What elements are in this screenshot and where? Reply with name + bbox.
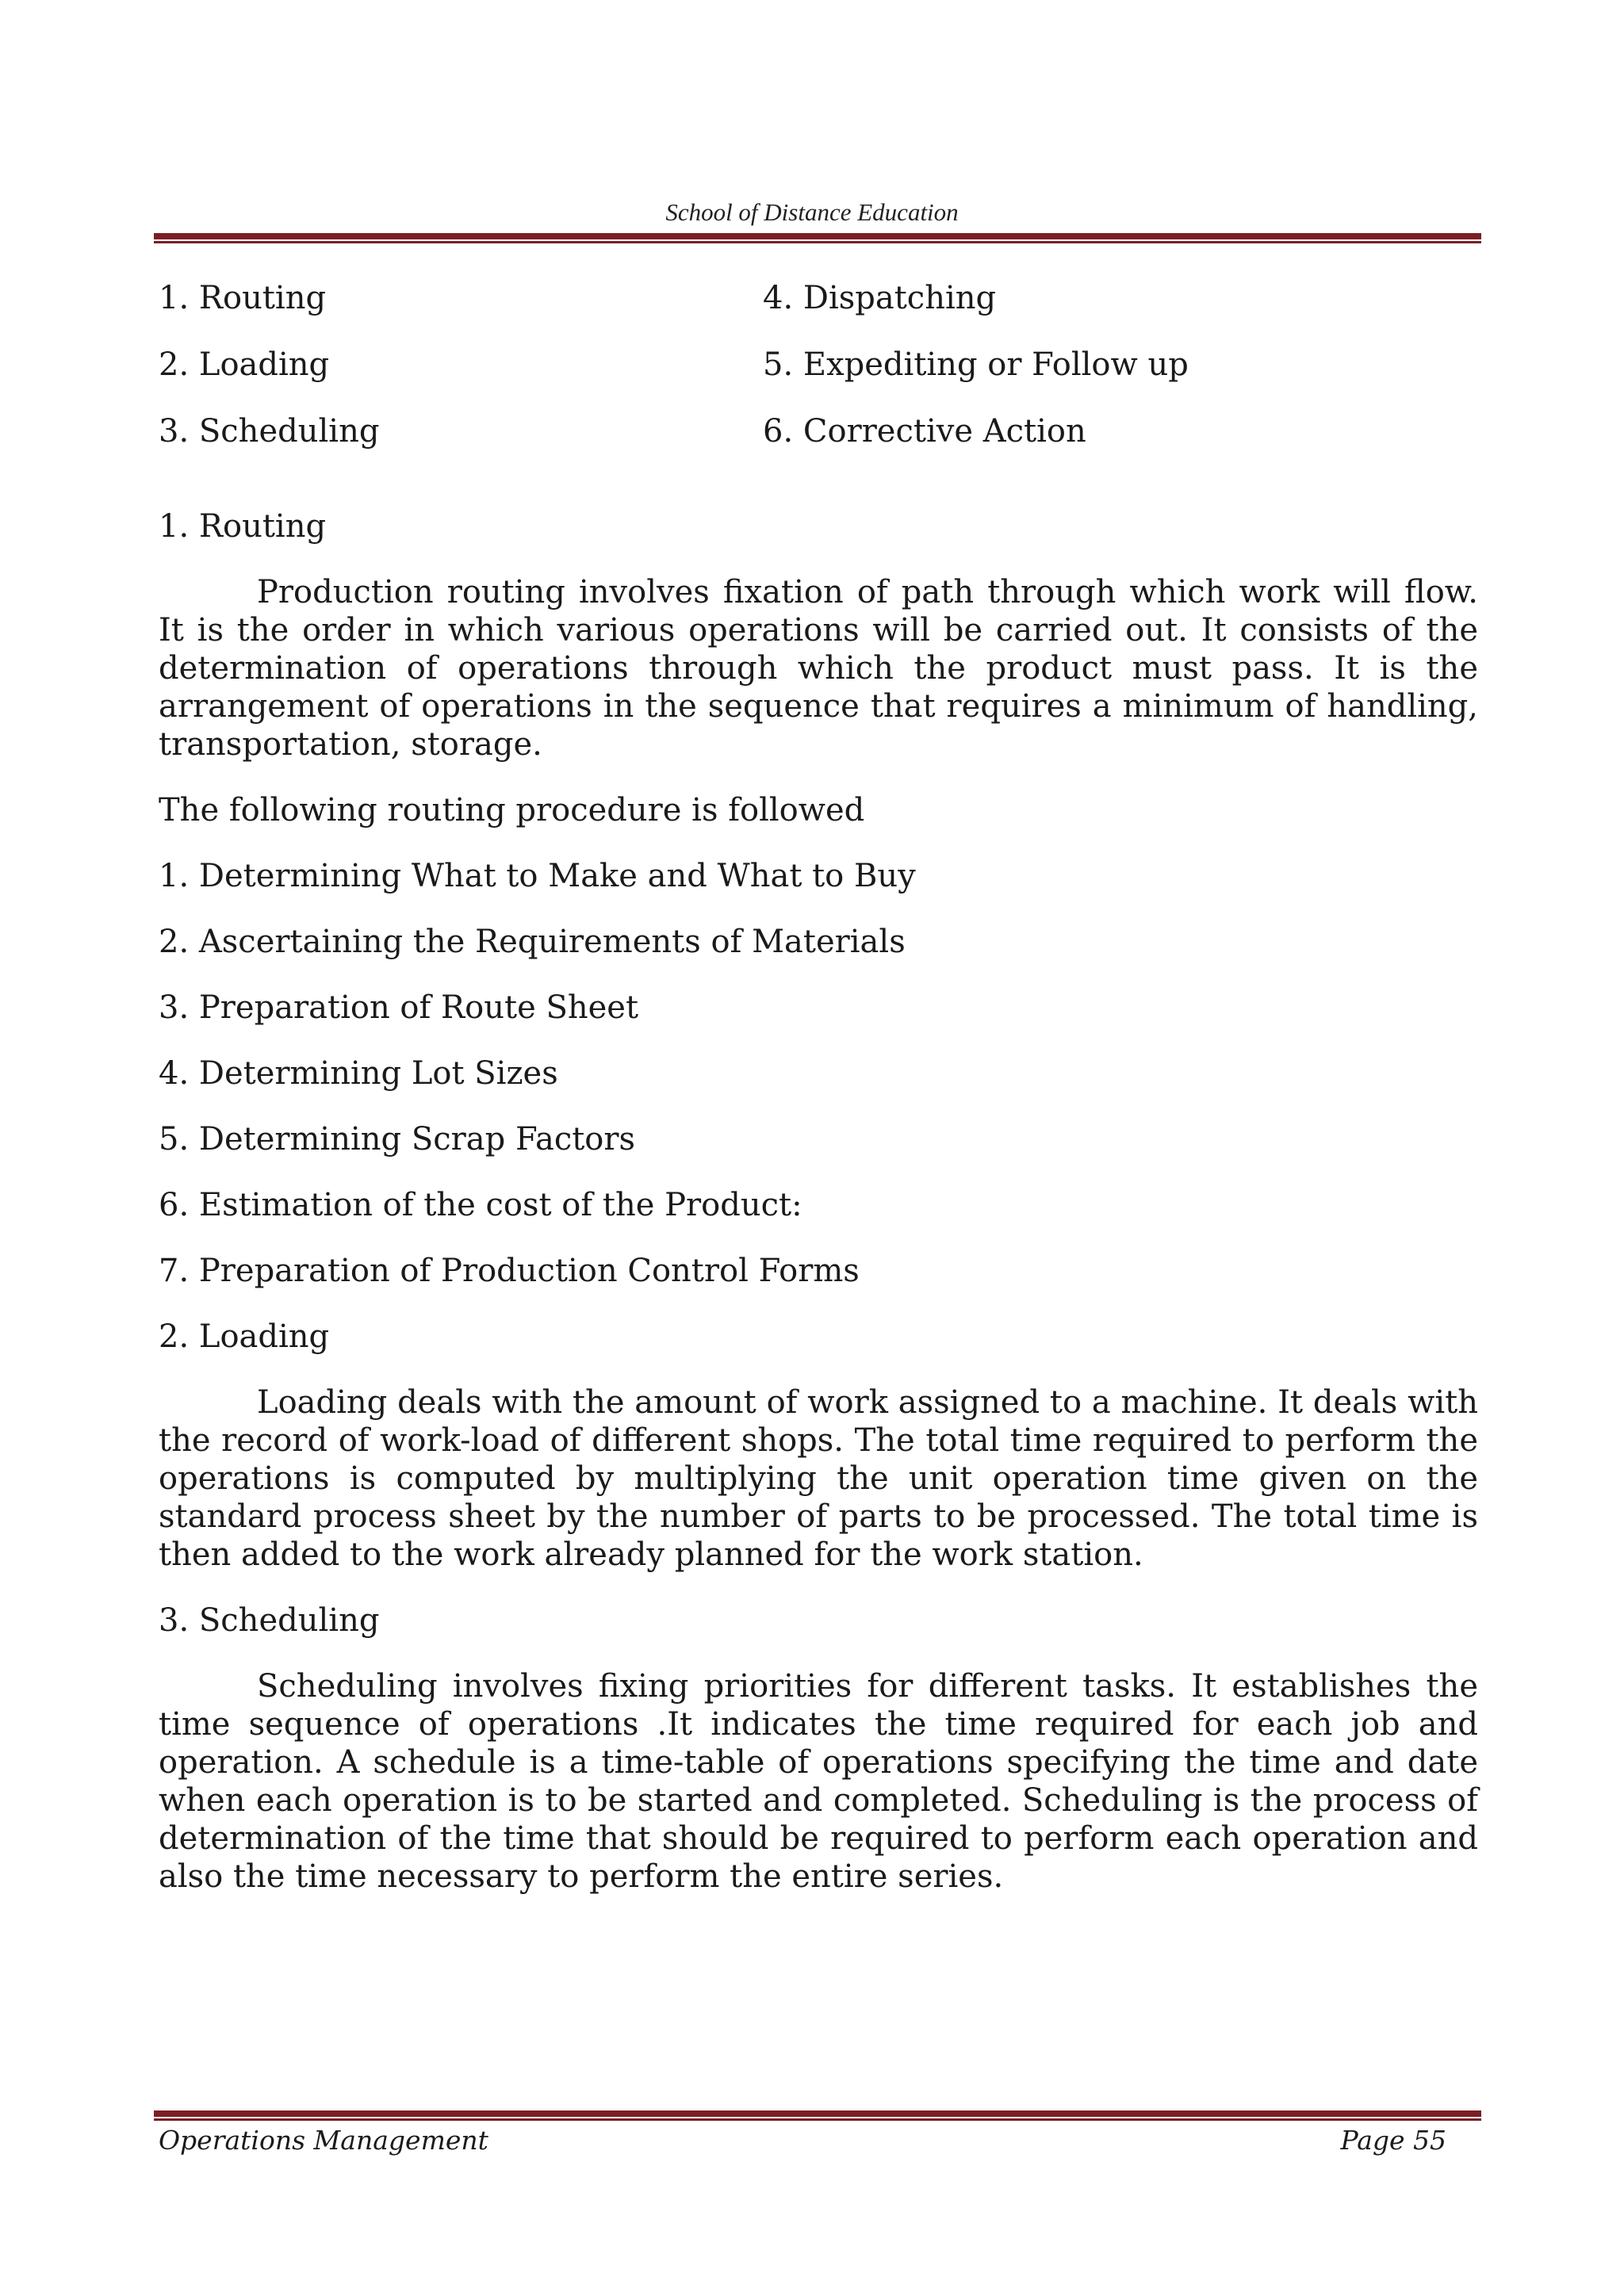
footer-course-title: Operations Management bbox=[159, 2125, 488, 2156]
header-divider bbox=[154, 233, 1481, 239]
procedure-step: 3. Preparation of Route Sheet bbox=[159, 989, 639, 1026]
loading-heading: 2. Loading bbox=[159, 1318, 330, 1355]
routing-procedure-list bbox=[159, 857, 1478, 1290]
procedure-step: 1. Determining What to Make and What to Buy bbox=[159, 858, 916, 894]
functions-list-item: 3. Scheduling bbox=[159, 413, 380, 450]
functions-list-item: 5. Expediting or Follow up bbox=[763, 346, 1189, 383]
routing-procedure-intro: The following routing procedure is followed bbox=[159, 792, 865, 828]
loading-paragraph: Loading deals with the amount of work assigned to a machine. It deals with the record of work-load of different shops. The total time required to perform the operations is computed by multiplying the unit operation time given on the standard process sheet by the number of parts to be processed. The total time is then added to the work already planned for the work station. bbox=[159, 1384, 1478, 1573]
procedure-step: 5. Determining Scrap Factors bbox=[159, 1121, 636, 1158]
scheduling-paragraph: Scheduling involves fixing priorities for different tasks. It establishes the time sequence of operations .It indicates the time required for each job and operation. A schedule is a time-table of operations specifying the time and date when each operation is to be started and completed. Scheduling is the process of determination of the time that should be required to perform each operation and also the time necessary to perform the entire series. bbox=[159, 1668, 1478, 1895]
routing-paragraph: Production routing involves fixation of path through which work will flow. It is the order in which various operations will be carried out. It consists of the determination of operations through which the product must pass. It is the arrangement of operations in the sequence that requires a minimum of handling, transportation, storage. bbox=[159, 574, 1478, 763]
functions-list-item: 1. Routing bbox=[159, 280, 327, 316]
page-header-title: School of Distance Education bbox=[665, 198, 959, 226]
functions-list-item: 6. Corrective Action bbox=[763, 413, 1086, 450]
scheduling-heading: 3. Scheduling bbox=[159, 1602, 380, 1639]
functions-list-item: 2. Loading bbox=[159, 346, 330, 383]
page-body bbox=[159, 279, 1478, 1923]
footer-divider bbox=[154, 2110, 1481, 2117]
procedure-step: 4. Determining Lot Sizes bbox=[159, 1055, 558, 1092]
functions-list bbox=[159, 279, 1478, 450]
footer-page-number: Page 55 bbox=[1340, 2125, 1446, 2156]
routing-heading: 1. Routing bbox=[159, 508, 327, 545]
functions-list-item: 4. Dispatching bbox=[763, 280, 997, 316]
procedure-step: 2. Ascertaining the Requirements of Materials bbox=[159, 924, 906, 960]
procedure-step: 6. Estimation of the cost of the Product: bbox=[159, 1187, 802, 1223]
procedure-step: 7. Preparation of Production Control Forms bbox=[159, 1253, 860, 1289]
